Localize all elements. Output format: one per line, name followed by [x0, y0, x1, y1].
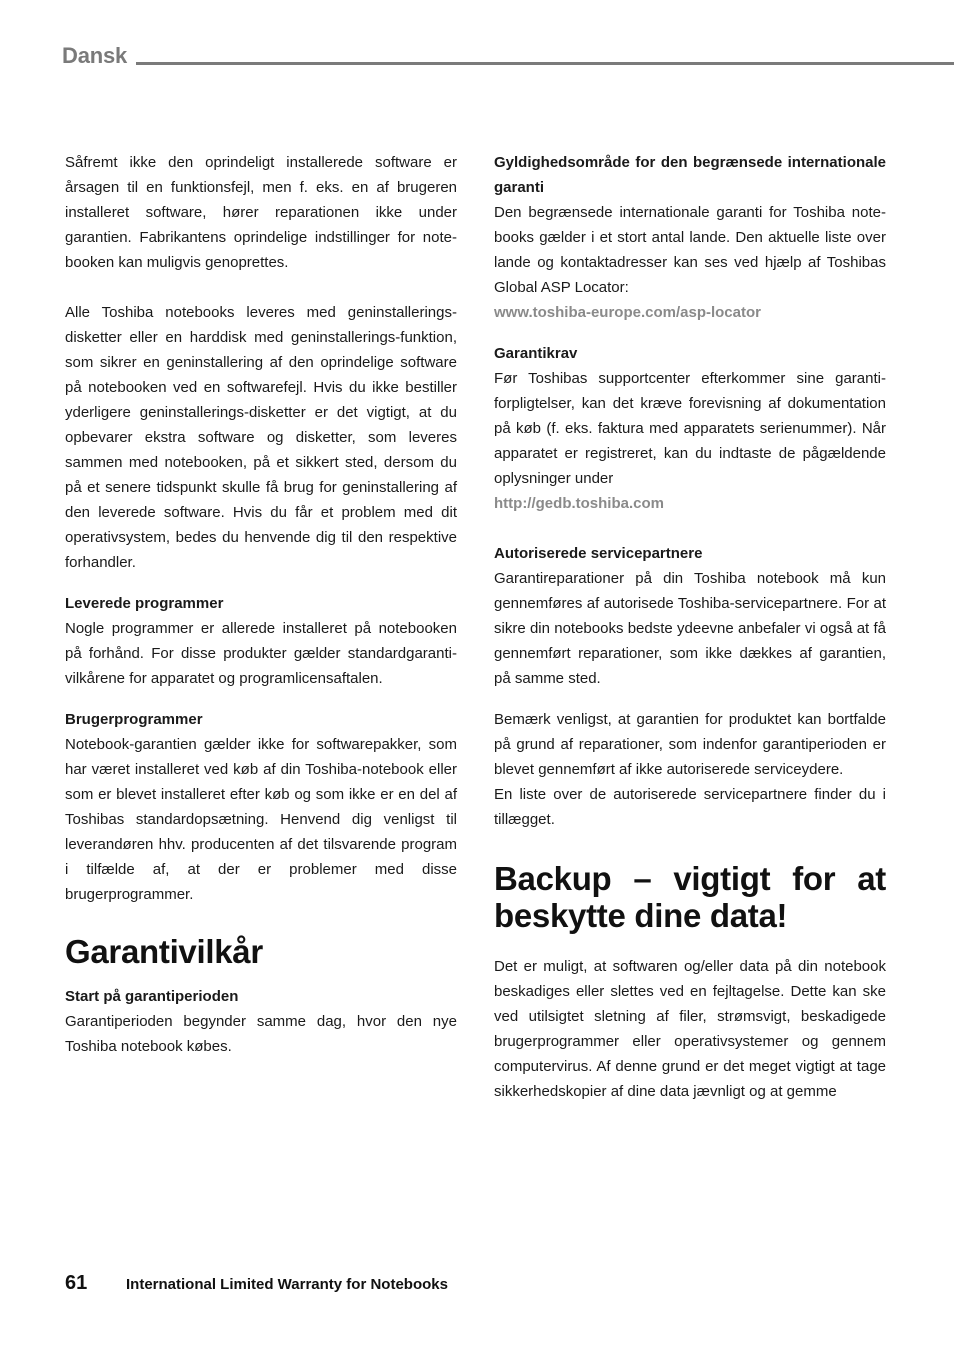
- page-number: 61: [65, 1272, 88, 1294]
- heading-supplied-programs: Leverede programmer: [65, 595, 224, 612]
- paragraph-reinstall-disks: Alle Toshiba notebooks leveres med geninstalleringsdisketter eller en harddisk med geninstallerings-funktion, som sikrer en geninstallering af den oprindelige software på notebooken ved en softwarefejl. Hvis du ikke bestiller yderligere geninstallerings-disketter er det vigtigt, at du opbevarer ekstra software og disketter, som leveres sammen med notebooken, på et sikkert sted, dersom du på et senere tidspunkt skulle få brug for geninstallering af den leverede software. Hvis du får et problem med dit operativsystem, bedes du henvende dig til den respektive forhandler.: [65, 304, 457, 571]
- page-header: [62, 42, 954, 72]
- language-label: Dansk: [62, 43, 128, 68]
- left-column: [65, 150, 457, 1059]
- paragraph-warranty-scope: Den begrænsede internationale garanti for Toshiba notebooks gælder i et stort antal lande. Den aktuelle liste over lande og kontaktadresser kan ses ved hjælp af Toshibas Global ASP Locator:: [494, 204, 886, 296]
- paragraph-backup: Det er muligt, at softwaren og/eller data på din notebook beskadiges eller slettes ved en fejltagelse. Dette kan ske ved utilsigtet sletning af filer, strømsvigt, beskadigede brugerprogrammer eller operativsystemer og gennem computervirus. Af denne grund er det meget vigtigt at tage sikkerhedskopier af dine data jævnligt og at gemme: [494, 958, 886, 1100]
- paragraph-partner-list: En liste over de autoriserede servicepartnere finder du i tillægget.: [494, 786, 886, 828]
- heading-warranty-scope: Gyldighedsområde for den begrænsede internationale garanti: [494, 154, 886, 196]
- paragraph-service-partners: Garantireparationer på din Toshiba notebook må kun gennemføres af autorisede Toshiba-servicepartnere. For at sikre din notebooks bedste ydeevne anbefaler vi også at få gennemført reparationer, som ikke dækkes af garantien, på samme sted.: [494, 570, 886, 687]
- heading-warranty-start: Start på garantiperioden: [65, 988, 239, 1005]
- paragraph-user-programs: Notebook-garantien gælder ikke for softwarepakker, som har været installeret ved køb af din Toshiba-notebook eller som er blevet installeret efter køb og som ikke er en del af Toshibas standardopsætning. Henvend dig venligst til leverandøren hhv. producenten af det tilsvarende program i tilfælde af, at der er problemer med disse brugerprogrammer.: [65, 736, 457, 903]
- paragraph-supplied-programs: Nogle programmer er allerede installeret på notebooken på forhånd. For disse produkter gælder standardgarantivilkårene for apparatet og programlicensaftalen.: [65, 620, 457, 687]
- heading-warranty-claims: Garantikrav: [494, 345, 578, 362]
- paragraph-unauthorized-repairs: Bemærk venligst, at garantien for produktet kan bortfalde på grund af reparationer, som indenfor garantiperioden er blevet gennemført af ikke autoriserede serviceydere.: [494, 711, 886, 778]
- heading-user-programs: Brugerprogrammer: [65, 711, 203, 728]
- gedb-link[interactable]: http://gedb.toshiba.com: [494, 495, 664, 512]
- paragraph-warranty-claims: Før Toshibas supportcenter efterkommer sine garantiforpligtelser, kan det kræve forevisning af dokumentation på køb (f. eks. faktura med apparatets serienummer). Når apparatet er registreret, kan du indtaste de pågældende oplysninger under: [494, 370, 886, 487]
- right-column: [494, 150, 886, 1104]
- asp-locator-link[interactable]: www.toshiba-europe.com/asp-locator: [494, 304, 761, 321]
- footer-title: International Limited Warranty for Notebooks: [126, 1276, 448, 1293]
- heading-service-partners: Autoriserede servicepartnere: [494, 545, 703, 562]
- paragraph-warranty-start: Garantiperioden begynder samme dag, hvor den nye Toshiba notebook købes.: [65, 1013, 457, 1055]
- heading-warranty-terms: Garantivilkår: [65, 933, 263, 970]
- paragraph-software-fault: Såfremt ikke den oprindeligt installerede software er årsagen til en funktionsfejl, men f. eks. en af brugeren installeret software, hører reparationen ikke under garantien. Fabrikantens oprindelige indstillinger for notebooken kan muligvis genoprettes.: [65, 154, 457, 271]
- heading-backup: Backup – vigtigt for at beskytte dine data!: [494, 860, 886, 934]
- header-rule: [136, 62, 954, 65]
